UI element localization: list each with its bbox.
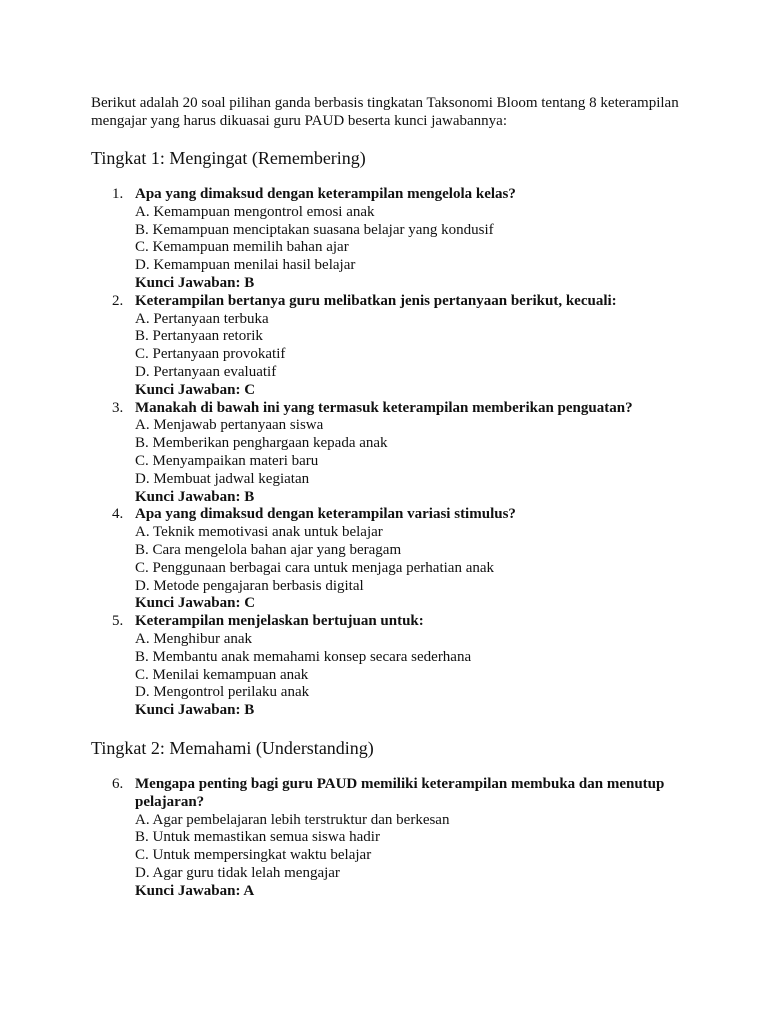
question-number: 3. <box>112 399 124 416</box>
option-a: A. Teknik memotivasi anak untuk belajar <box>135 524 383 541</box>
question-list-understanding <box>91 776 691 901</box>
section-heading-remembering: Tingkat 1: Mengingat (Remembering) <box>91 148 366 168</box>
option-c: C. Menyampaikan materi baru <box>135 452 319 469</box>
answer-key: Kunci Jawaban: A <box>135 882 255 899</box>
question-number: 2. <box>112 292 124 309</box>
option-a: A. Kemampuan mengontrol emosi anak <box>135 203 375 220</box>
question-stem: Apa yang dimaksud dengan keterampilan variasi stimulus? <box>135 506 516 523</box>
option-a: A. Menghibur anak <box>135 630 253 647</box>
question-item <box>91 613 691 720</box>
question-list-remembering <box>91 186 691 720</box>
option-d: D. Pertanyaan evaluatif <box>135 363 277 380</box>
option-c: C. Penggunaan berbagai cara untuk menjaga perhatian anak <box>135 559 495 576</box>
option-a: A. Menjawab pertanyaan siswa <box>135 417 324 434</box>
option-c: C. Untuk mempersingkat waktu belajar <box>135 847 372 864</box>
question-number: 6. <box>112 775 124 792</box>
document-content <box>91 94 691 900</box>
question-item <box>91 506 691 613</box>
question-number: 1. <box>112 186 124 202</box>
answer-key: Kunci Jawaban: B <box>135 274 255 291</box>
option-d: D. Membuat jadwal kegiatan <box>135 470 310 487</box>
option-b: B. Untuk memastikan semua siswa hadir <box>135 829 380 846</box>
intro-paragraph: Berikut adalah 20 soal pilihan ganda berbasis tingkatan Taksonomi Bloom tentang 8 keterampilan mengajar yang harus dikuasai guru PAUD beserta kunci jawabannya: <box>91 95 679 129</box>
answer-key: Kunci Jawaban: B <box>135 488 255 505</box>
question-stem: Mengapa penting bagi guru PAUD memiliki keterampilan membuka dan menutup pelajaran? <box>135 775 665 810</box>
question-item <box>91 776 691 901</box>
option-b: B. Membantu anak memahami konsep secara sederhana <box>135 648 472 665</box>
option-d: D. Metode pengajaran berbasis digital <box>135 577 364 594</box>
question-stem: Apa yang dimaksud dengan keterampilan mengelola kelas? <box>135 186 516 202</box>
question-item <box>91 186 691 293</box>
option-c: C. Menilai kemampuan anak <box>135 666 309 683</box>
option-a: A. Pertanyaan terbuka <box>135 310 269 327</box>
question-number: 4. <box>112 506 124 523</box>
question-item <box>91 293 691 400</box>
answer-key: Kunci Jawaban: C <box>135 595 256 612</box>
option-b: B. Cara mengelola bahan ajar yang beragam <box>135 541 402 558</box>
question-number: 5. <box>112 613 124 630</box>
answer-key: Kunci Jawaban: B <box>135 702 255 719</box>
section-heading-understanding: Tingkat 2: Memahami (Understanding) <box>91 737 374 758</box>
question-item <box>91 400 691 507</box>
option-c: C. Pertanyaan provokatif <box>135 346 286 363</box>
option-d: D. Kemampuan menilai hasil belajar <box>135 257 356 274</box>
answer-key: Kunci Jawaban: C <box>135 381 256 398</box>
option-c: C. Kemampuan memilih bahan ajar <box>135 239 349 256</box>
option-b: B. Pertanyaan retorik <box>135 328 263 345</box>
question-stem: Keterampilan menjelaskan bertujuan untuk: <box>135 613 424 630</box>
question-stem: Keterampilan bertanya guru melibatkan jenis pertanyaan berikut, kecuali: <box>135 292 617 309</box>
option-b: B. Kemampuan menciptakan suasana belajar yang kondusif <box>135 221 494 238</box>
option-d: D. Agar guru tidak lelah mengajar <box>135 864 340 881</box>
option-d: D. Mengontrol perilaku anak <box>135 684 310 701</box>
question-stem: Manakah di bawah ini yang termasuk keterampilan memberikan penguatan? <box>135 399 633 416</box>
option-a: A. Agar pembelajaran lebih terstruktur dan berkesan <box>135 811 450 828</box>
option-b: B. Memberikan penghargaan kepada anak <box>135 435 388 452</box>
